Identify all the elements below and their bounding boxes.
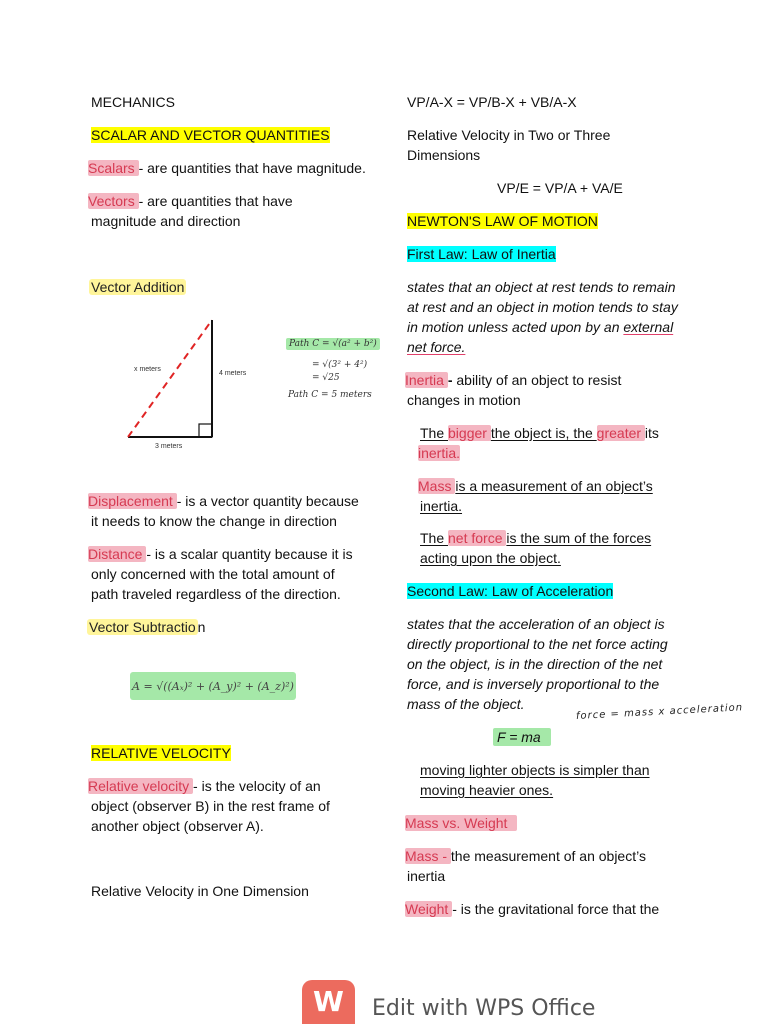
first-law-def-1: states that an object at rest tends to remain (407, 279, 676, 295)
inertia-definition-cont: changes in motion (407, 392, 521, 408)
net-force-statement (420, 528, 651, 548)
formula-line-2: = √(3² + 4²) (312, 360, 368, 370)
second-law-def-5: mass of the object. (407, 696, 525, 712)
displacement-term: Displacement (88, 493, 177, 509)
distance-term: Distance (88, 546, 147, 562)
page-title: MECHANICS (91, 94, 176, 110)
wps-footer[interactable] (302, 980, 602, 1024)
vectors-definition (88, 191, 293, 211)
net-force-part-1: The (420, 530, 449, 546)
bigger-highlight: bigger (448, 425, 491, 441)
scalars-text: - are quantities that have magnitude. (138, 160, 366, 176)
net-force-part-4: acting upon the object. (420, 550, 561, 566)
triangle-hypotenuse (128, 320, 212, 437)
vector-addition-text: Vector Addition (91, 279, 185, 295)
relative-velocity-equation-1: VP/A-X = VP/B-X + VB/A-X (407, 94, 577, 110)
weight-term: Weight (405, 901, 453, 917)
heading-text: RELATIVE VELOCITY (91, 745, 231, 761)
section-heading-newton (407, 211, 598, 231)
mass-text: is a measurement of an object’s (455, 478, 653, 494)
external-underlined: external (623, 319, 674, 335)
inertia-text: ability of an object to resist (456, 372, 622, 388)
inertia-term: Inertia (405, 372, 448, 388)
formula-path-c: Path C = √(a² + b²) (286, 338, 380, 350)
mass-definition (405, 846, 646, 866)
formula-line-4: Path C = 5 meters (288, 390, 372, 400)
net-force-highlight: net force (448, 530, 507, 546)
inertia-highlight: inertia. (418, 445, 461, 461)
second-law-text: Second Law: Law of Acceleration (407, 583, 614, 599)
inertia-dash: - (447, 372, 457, 388)
distance-text: - is a scalar quantity because it is (146, 546, 353, 562)
vectors-definition-cont: magnitude and direction (91, 213, 241, 229)
mass-measurement-statement-cont (420, 496, 462, 516)
displacement-definition-cont: it needs to know the change in direction (91, 513, 337, 529)
fma-text: F = ma (493, 728, 551, 746)
relative-velocity-definition-cont-2: another object (observer A). (91, 818, 264, 834)
first-law-heading (407, 244, 556, 264)
section-heading-scalar-vector (91, 125, 330, 145)
lighter-text: moving lighter objects is simpler than (420, 762, 650, 778)
right-angle-marker (199, 424, 212, 437)
wps-logo-letter: W (313, 985, 344, 1018)
mass-vs-weight-text: Mass vs. Weight (405, 815, 517, 831)
second-law-heading (407, 581, 613, 601)
first-law-def-2: at rest and an object in motion tends to stay (407, 299, 678, 315)
weight-definition-text: - is the gravitational force that the (452, 901, 660, 917)
first-law-def-3 (407, 317, 673, 337)
net-force-part-3: is the sum of the forces (506, 530, 652, 546)
formula-line-3: = √25 (312, 373, 340, 383)
mass-highlight: Mass (418, 478, 456, 494)
inertia-definition (405, 370, 621, 390)
relative-velocity-definition (88, 776, 321, 796)
vertical-side-label: 4 meters (219, 370, 247, 377)
vector-subtraction-label (87, 617, 205, 637)
magnitude-formula (130, 672, 296, 700)
bigger-greater-statement-cont (418, 443, 460, 463)
displacement-text: - is a vector quantity because (176, 493, 359, 509)
relative-velocity-2d-heading-cont: Dimensions (407, 147, 481, 163)
relative-velocity-equation-2: VP/E = VP/A + VA/E (497, 180, 623, 196)
bigger-part-1: The (420, 425, 449, 441)
net-force-statement-cont (420, 548, 561, 568)
distance-definition-cont-1: only concerned with the total amount of (91, 566, 335, 582)
relative-velocity-term: Relative velocity (88, 778, 194, 794)
first-law-def-3-text: in motion unless acted upon by an (407, 319, 624, 335)
distance-definition-cont-2: path traveled regardless of the direction. (91, 586, 341, 602)
scalars-definition (88, 158, 366, 178)
lighter-objects-statement-cont (420, 780, 553, 800)
vectors-text: - are quantities that have (138, 193, 293, 209)
relative-velocity-definition-cont-1: object (observer B) in the rest frame of (91, 798, 330, 814)
heading-text: NEWTON'S LAW OF MOTION (407, 213, 598, 229)
section-heading-relative-velocity (91, 743, 231, 763)
base-side-label: 3 meters (155, 443, 183, 450)
handwritten-annotation: force = mass x acceleration (575, 702, 744, 722)
vector-addition-label (89, 277, 186, 297)
second-law-def-1: states that the acceleration of an object is (407, 616, 665, 632)
greater-highlight: greater (596, 425, 645, 441)
second-law-def-3: on the object, is in the direction of the net (407, 656, 663, 672)
vectors-term: Vectors (88, 193, 139, 209)
edit-with-wps-link[interactable]: Edit with WPS Office (372, 996, 596, 1021)
mass-definition-text: the measurement of an object’s (450, 848, 646, 864)
displacement-definition (88, 491, 359, 511)
bigger-part-5: its (644, 425, 659, 441)
net-force-underlined: net force. (407, 339, 466, 355)
heading-text: SCALAR AND VECTOR QUANTITIES (91, 127, 330, 143)
mass-term: Mass - (405, 848, 451, 864)
relative-velocity-text: - is the velocity of an (193, 778, 321, 794)
scalars-term: Scalars (88, 160, 139, 176)
mass-text-cont: inertia. (420, 498, 463, 514)
second-law-def-4: force, and is inversely proportional to the (407, 676, 660, 692)
bigger-greater-statement (420, 423, 659, 443)
relative-velocity-one-dimension: Relative Velocity in One Dimension (91, 883, 309, 899)
weight-definition (405, 899, 659, 919)
first-law-text: First Law: Law of Inertia (407, 246, 556, 262)
vector-subtraction-highlight: Vector Subtractio (89, 619, 196, 635)
lighter-objects-statement (420, 760, 650, 780)
distance-definition (88, 544, 353, 564)
formula-line-1 (286, 339, 380, 349)
mass-definition-cont: inertia (407, 868, 446, 884)
lighter-text-cont: moving heavier ones. (420, 782, 554, 798)
wps-logo-icon (302, 980, 355, 1024)
second-law-def-2: directly proportional to the net force acting (407, 636, 668, 652)
first-law-def-4 (407, 337, 465, 357)
mass-vs-weight-heading (405, 813, 517, 833)
newton-second-law-formula (493, 727, 551, 747)
hypotenuse-label: x meters (134, 366, 161, 373)
right-triangle-diagram (120, 312, 260, 457)
mass-measurement-statement (418, 476, 653, 496)
relative-velocity-2d-heading: Relative Velocity in Two or Three (407, 127, 611, 143)
magnitude-formula-text: A = √((Aₓ)² + (A_y)² + (A_z)²) (132, 679, 294, 693)
vector-subtraction-tail: n (197, 619, 206, 635)
bigger-part-3: the object is, the (490, 425, 597, 441)
